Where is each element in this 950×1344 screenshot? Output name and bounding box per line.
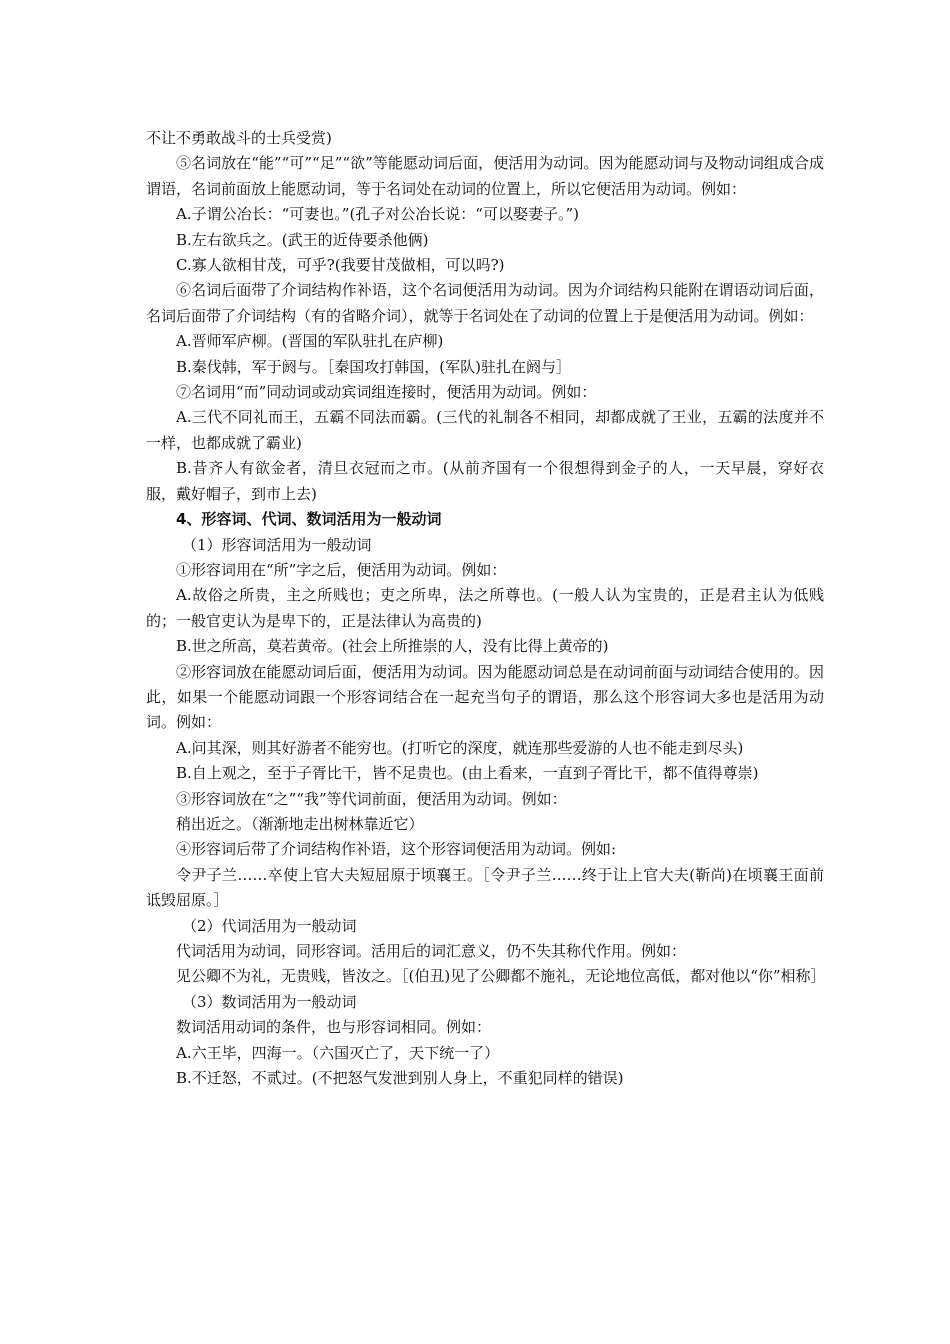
paragraph: ⑦名词用“而”同动词或动宾词组连接时，便活用为动词。例如：	[176, 383, 597, 402]
paragraph: ⑥名词后面带了介词结构作补语，这个名词便活用为动词。因为介词结构只能附在谓语动词后面，名词后面带了介词结构（有的省略介词），就等于名词处在了动词的位置上于是便活用为动词。例如：	[146, 281, 824, 325]
paragraph: ④形容词后带了介词结构作补语，这个形容词便活用为动词。例如:	[176, 840, 617, 859]
example-line: B.秦伐韩，军于阏与。［秦国攻打韩国，(军队)驻扎在阏与］	[176, 357, 571, 376]
example-line: 令尹子兰……卒使上官大夫短屈原于顷襄王。［令尹子兰……终于让上官大夫(靳尚)在顷襄王面前诋毁屈原。］	[146, 865, 824, 910]
subsection-heading: （1）形容词活用为一般动词	[182, 535, 372, 554]
example-line: B.昔齐人有欲金者，清旦衣冠而之市。(从前齐国有一个很想得到金子的人，一天早晨，穿好衣服，戴好帽子，到市上去)	[146, 459, 824, 503]
example-line: A.六王毕，四海一。（六国灭亡了，天下统一了）	[176, 1043, 500, 1062]
example-line: 稍出近之。（渐渐地走出树林靠近它）	[176, 814, 424, 833]
example-line: A.三代不同礼而王，五霸不同法而霸。(三代的礼制各不相同，却都成就了王业，五霸的法度并不一样，也都成就了霸业)	[146, 408, 824, 452]
paragraph: 代词活用为动词，同形容词。活用后的词汇意义，仍不失其称代作用。例如：	[176, 942, 687, 960]
example-line: A.故俗之所贵，主之所贱也；吏之所卑，法之所尊也。(一般人认为宝贵的，正是君主认为低贱的；一般官吏认为是卑下的，正是法律认为高贵的)	[146, 586, 824, 630]
paragraph: ⑤名词放在“能”“可”“足”“欲”等能愿动词后面，便活用为动词。因为能愿动词与及物动词组成合成谓语，名词前面放上能愿动词，等于名词处在动词的位置上，所以它便活用为动词。例如：	[146, 154, 824, 198]
paragraph: ①形容词用在“所”字之后，便活用为动词。例如：	[176, 560, 507, 579]
document-body	[146, 126, 824, 1091]
example-line: B.世之所高，莫若黄帝。(社会上所推崇的人，没有比得上黄帝的)	[176, 637, 609, 656]
example-line: C.寡人欲相甘茂，可乎?(我要甘茂做相，可以吗?)	[176, 256, 505, 275]
example-line: 见公卿不为礼，无贵贱，皆汝之。［(伯丑)见了公卿都不施礼，无论地位高低，都对他以“你”相称］	[176, 967, 826, 986]
paragraph: ③形容词放在“之”“我”等代词前面，便活用为动词。例如：	[176, 789, 567, 808]
paragraph: ②形容词放在能愿动词后面，便活用为动词。因为能愿动词总是在动词前面与动词结合使用的。因此，如果一个能愿动词跟一个形容词结合在一起充当句子的谓语，那么这个形容词大多也是活用为动词。例如：	[146, 662, 824, 732]
paragraph: 不让不勇敢战斗的士兵受赏)	[146, 129, 332, 147]
paragraph: 数词活用动词的条件，也与形容词相同。例如：	[176, 1018, 492, 1037]
example-line: B.不迁怒，不贰过。(不把怒气发泄到别人身上，不重犯同样的错误)	[176, 1069, 624, 1088]
section-heading: 4、形容词、代词、数词活用为一般动词	[176, 510, 442, 529]
example-line: B.左右欲兵之。(武王的近侍要杀他俩)	[176, 230, 429, 249]
example-line: A.晋师军庐柳。(晋国的军队驻扎在庐柳)	[176, 332, 444, 351]
subsection-heading: （2）代词活用为一般动词	[182, 916, 357, 935]
example-line: B.自上观之，至于子胥比干，皆不足贵也。(由上看来，一直到子胥比干，都不值得尊崇)	[176, 764, 759, 783]
example-line: A.子谓公冶长：“可妻也。”(孔子对公冶长说：“可以娶妻子。”)	[176, 205, 579, 224]
example-line: A.问其深，则其好游者不能穷也。(打听它的深度，就连那些爱游的人也不能走到尽头)	[176, 738, 744, 757]
subsection-heading: （3）数词活用为一般动词	[182, 992, 357, 1011]
